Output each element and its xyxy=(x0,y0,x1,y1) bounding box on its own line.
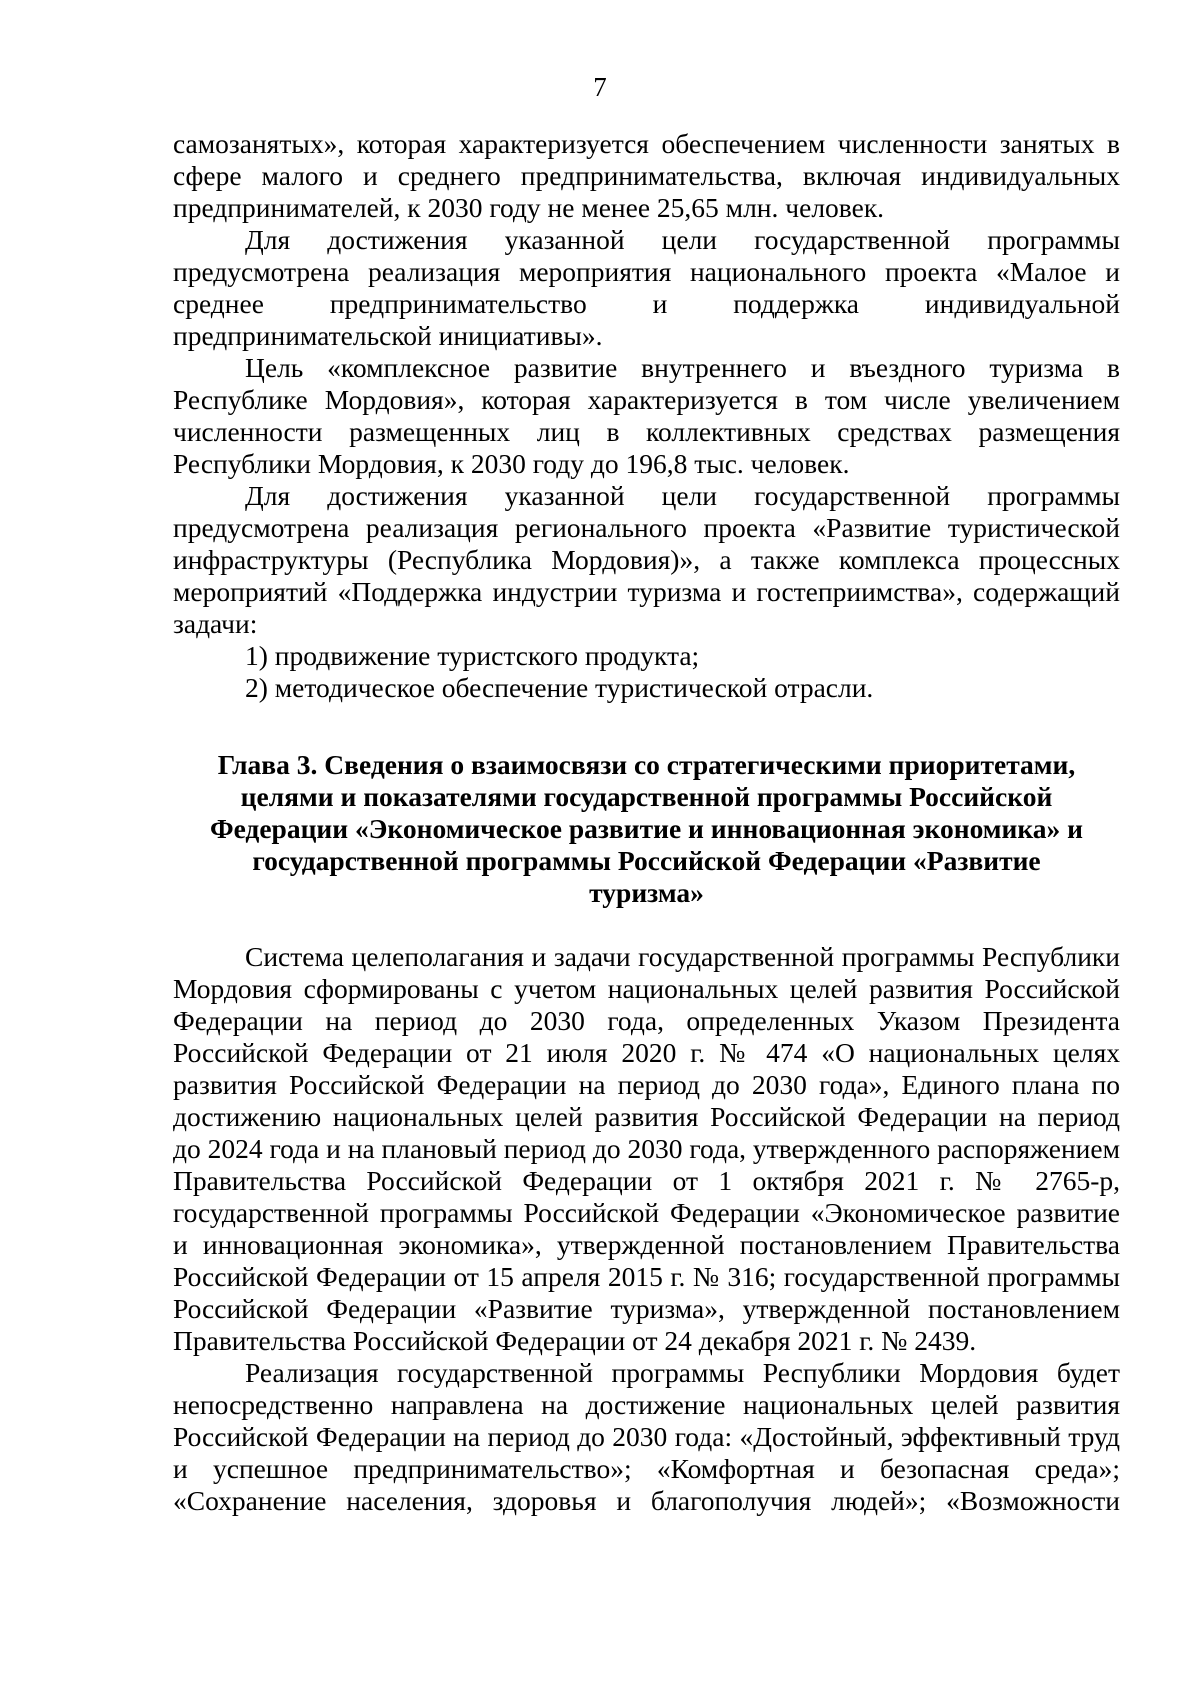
list-item-task-1: 1) продвижение туристского продукта; xyxy=(245,640,700,671)
chapter-heading: Глава 3. Сведения о взаимосвязи со стратегическими приоритетами, целями и показателями государственной программы Российской Федерации «Экономическое развитие и инновационная экономика» и государственной программы Российской Федерации «Развитие туризма» xyxy=(209,749,1084,908)
spacer xyxy=(173,909,1120,941)
list-item-task-2: 2) методическое обеспечение туристической отрасли. xyxy=(245,672,874,703)
spacer xyxy=(173,704,1120,749)
paragraph-sme-project: Для достижения указанной цели государственной программы предусмотрена реализация мероприятия национального проекта «Малое и среднее предпринимательство и поддержка индивидуальной предпринимательской инициативы». xyxy=(173,224,1120,351)
paragraph-tourism-goal: Цель «комплексное развитие внутреннего и въездного туризма в Республике Мордовия», которая характеризуется в том числе увеличением численности размещенных лиц в коллективных средствах размещения Республики Мордовия, к 2030 году до 196,8 тыс. человек. xyxy=(173,352,1120,479)
paragraph-goal-system: Система целеполагания и задачи государственной программы Республики Мордовия сформированы с учетом национальных целей развития Российской Федерации на период до 2030 года, определенных Указом Президента Российской Федерации от 21 июля 2020 г. № 474 «О национальных целях развития Российской Федерации на период до 2030 года», Единого плана по достижению национальных целей развития Российской Федерации на период до 2024 года и на плановый период до 2030 года, утвержденного распоряжением Правительства Российской Федерации от 1 октября 2021 г. № 2765-р, государственной программы Российской Федерации «Экономическое развитие и инновационная экономика», утвержденной постановлением Правительства Российской Федерации от 15 апреля 2015 г. № 316; государственной программы Российской Федерации «Развитие туризма», утвержденной постановлением Правительства Российской Федерации от 24 декабря 2021 г. № 2439. xyxy=(173,941,1120,1356)
page-number: 7 xyxy=(593,72,607,102)
paragraph-tourism-project: Для достижения указанной цели государственной программы предусмотрена реализация регионального проекта «Развитие туристической инфраструктуры (Республика Мордовия)», а также комплекса процессных мероприятий «Поддержка индустрии туризма и гостеприимства», содержащий задачи: xyxy=(173,480,1120,639)
paragraph-self-employed-continuation: самозанятых», которая характеризуется обеспечением численности занятых в сфере малого и среднего предпринимательства, включая индивидуальных предпринимателей, к 2030 году не менее 25,65 млн. человек. xyxy=(173,128,1120,223)
document-body xyxy=(173,128,1120,1517)
paragraph-implementation: Реализация государственной программы Республики Мордовия будет непосредственно направлена на достижение национальных целей развития Российской Федерации на период до 2030 года: «Достойный, эффективный труд и успешное предпринимательство»; «Комфортная и безопасная среда»; «Сохранение населения, здоровья и благополучия людей»; «Возможности xyxy=(173,1357,1120,1516)
